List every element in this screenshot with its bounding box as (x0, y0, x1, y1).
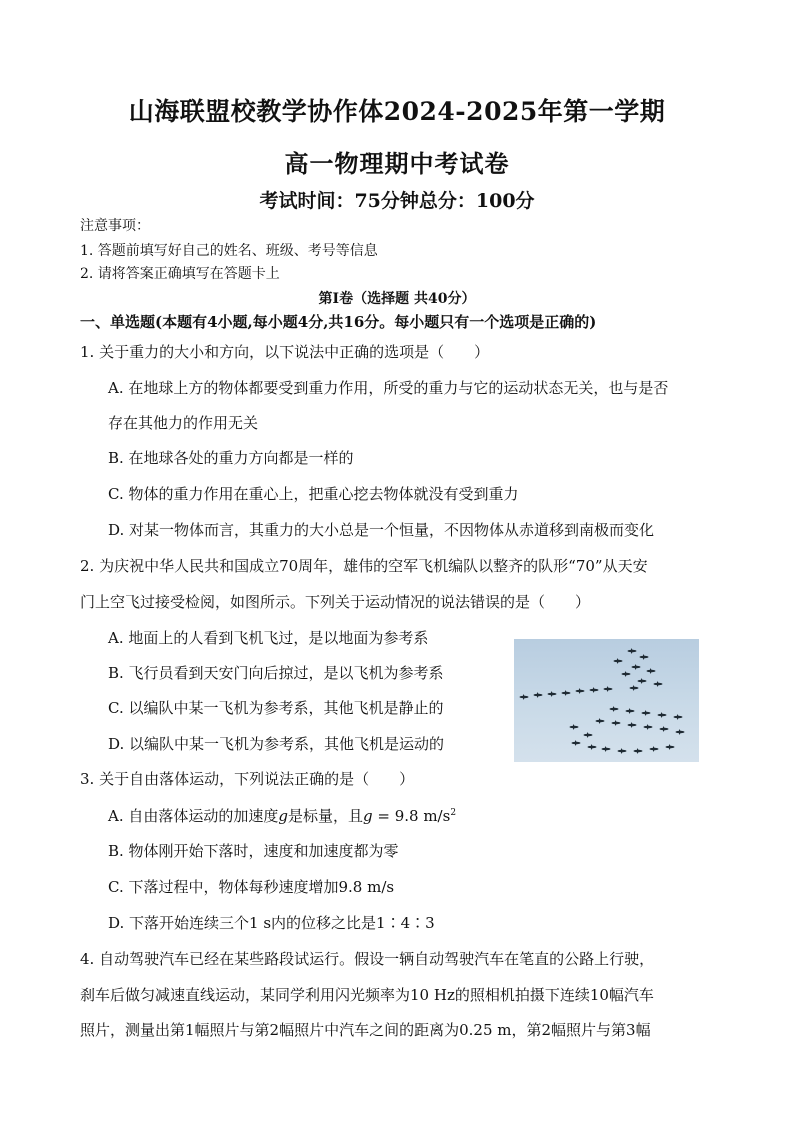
note-item: 2. 请将答案正确填写在答题卡上 (80, 266, 280, 282)
airplane-icon (614, 658, 623, 664)
symbol-g: g (278, 807, 288, 825)
question-1-stem: 1. 关于重力的大小和方向，以下说法中正确的选项是（ ） (80, 343, 490, 361)
question-3-option-b: B. 物体刚开始下落时，速度和加速度都为零 (108, 842, 399, 860)
part-heading: 一、单选题(本题有4小题,每小题4分,共16分。每小题只有一个选项是正确的) (80, 313, 597, 331)
option-a-text: 是标量，且 (287, 807, 363, 825)
airplane-icon (666, 744, 675, 750)
airplane-icon (604, 686, 613, 692)
exponent: 2 (450, 808, 457, 818)
airplane-icons (514, 639, 699, 762)
question-2-stem-line2: 门上空飞过接受检阅，如图所示。下列关于运动情况的说法错误的是（ ） (80, 593, 591, 611)
airplane-icon (588, 744, 597, 750)
airplane-icon (628, 648, 637, 654)
note-item: 1. 答题前填写好自己的姓名、班级、考号等信息 (80, 243, 378, 259)
airplane-icon (654, 681, 663, 687)
airplane-icon (634, 748, 643, 754)
question-2-option-a: A. 地面上的人看到飞机飞过，是以地面为参考系 (108, 629, 429, 647)
airplane-icon (612, 720, 621, 726)
airplane-icon (622, 671, 631, 677)
exam-title-line2: 高一物理期中考试卷 (284, 149, 510, 178)
airplane-icon (534, 692, 543, 698)
question-1-option-c: C. 物体的重力作用在重心上，把重心挖去物体就没有受到重力 (108, 485, 519, 503)
airplane-icon (630, 685, 639, 691)
question-4-line3: 照片，测量出第1幅照片与第2幅照片中汽车之间的距离为0.25 m，第2幅照片与第3幅 (80, 1021, 651, 1039)
option-a-text: A. 自由落体运动的加速度 (108, 807, 279, 825)
airplane-icon (647, 668, 656, 674)
airplane-icon (644, 724, 653, 730)
question-3-stem: 3. 关于自由落体运动，下列说法正确的是（ ） (80, 770, 415, 788)
airplane-icon (584, 732, 593, 738)
question-2-option-c: C. 以编队中某一飞机为参考系，其他飞机是静止的 (108, 699, 444, 717)
airplane-icon (570, 724, 579, 730)
exam-title-line1: 山海联盟校教学协作体2024-2025年第一学期 (128, 97, 666, 126)
question-1-option-a: A. 在地球上方的物体都要受到重力作用，所受的重力与它的运动状态无关，也与是否 (108, 379, 669, 397)
airplane-icon (642, 710, 651, 716)
airplane-icon (632, 664, 641, 670)
airplane-icon (660, 726, 669, 732)
symbol-g: g (363, 807, 373, 825)
question-2-option-b: B. 飞行员看到天安门向后掠过，是以飞机为参考系 (108, 664, 444, 682)
airplane-icon (576, 688, 585, 694)
airplane-icon (650, 746, 659, 752)
question-3-option-a (108, 805, 456, 826)
question-4-line2: 刹车后做匀减速直线运动，某同学利用闪光频率为10 Hz的照相机拍摄下连续10幅汽车 (80, 986, 654, 1004)
airplane-icon (676, 729, 685, 735)
airplane-icon (640, 654, 649, 660)
airplane-icon (628, 722, 637, 728)
airplane-icon (572, 740, 581, 746)
airplane-icon (562, 690, 571, 696)
airplane-icon (602, 746, 611, 752)
airplane-icon (658, 712, 667, 718)
question-1-option-a-cont: 存在其他力的作用无关 (108, 414, 259, 432)
question-2-stem-line1: 2. 为庆祝中华人民共和国成立70周年，雄伟的空军飞机编队以整齐的队形“70”从天安 (80, 557, 648, 575)
question-2-option-d: D. 以编队中某一飞机为参考系，其他飞机是运动的 (108, 735, 445, 753)
airplane-icon (618, 748, 627, 754)
airplane-icon (674, 714, 683, 720)
airplane-icon (590, 687, 599, 693)
question-3-option-d: D. 下落开始连续三个1 s内的位移之比是1∶4∶3 (108, 914, 435, 932)
section-title: 第Ⅰ卷（选择题 共40分） (318, 291, 476, 307)
exam-time-score: 考试时间：75分钟总分：100分 (259, 190, 535, 212)
airplane-icon (626, 708, 635, 714)
question-1-option-b: B. 在地球各处的重力方向都是一样的 (108, 449, 354, 467)
question-1-option-d: D. 对某一物体而言，其重力的大小总是一个恒量，不因物体从赤道移到南极而变化 (108, 521, 655, 539)
airplane-icon (610, 706, 619, 712)
airplane-icon (638, 678, 647, 684)
notes-heading: 注意事项： (80, 218, 150, 234)
airplane-formation-photo (514, 639, 699, 762)
question-4-line1: 4. 自动驾驶汽车已经在某些路段试运行。假设一辆自动驾驶汽车在笔直的公路上行驶， (80, 950, 655, 968)
airplane-icon (520, 694, 529, 700)
option-a-value: = 9.8 m/s (372, 807, 451, 825)
airplane-icon (548, 691, 557, 697)
airplane-icon (596, 718, 605, 724)
question-3-option-c: C. 下落过程中，物体每秒速度增加9.8 m/s (108, 878, 395, 896)
